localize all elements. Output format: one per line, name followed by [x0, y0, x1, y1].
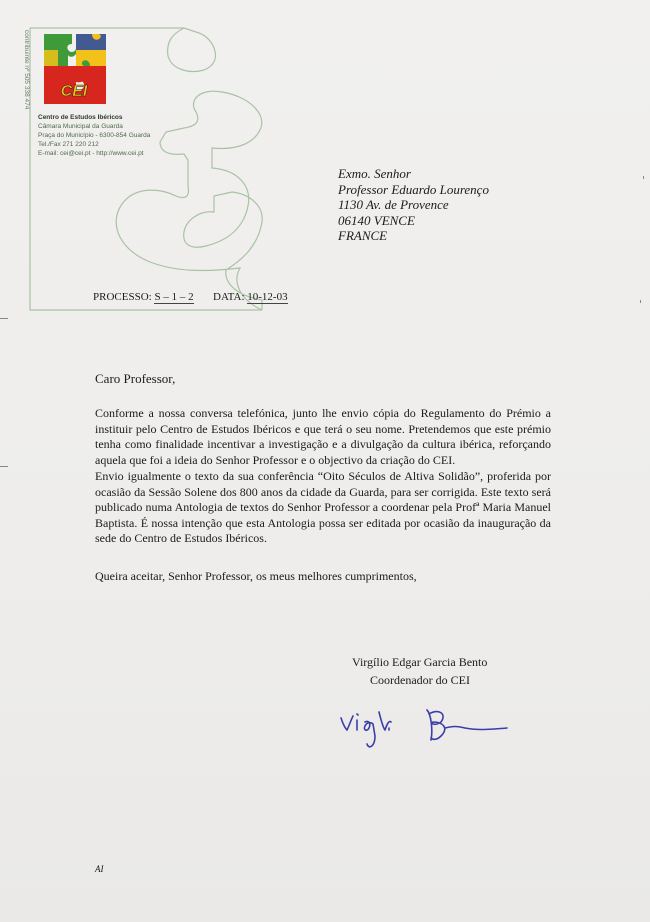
recipient-address [338, 166, 489, 244]
processo-value: S – 1 – 2 [154, 291, 194, 303]
cei-puzzle-logo [40, 30, 110, 108]
letterhead-address [38, 113, 150, 158]
salutation: Caro Professor, [95, 371, 176, 386]
tax-number-vertical-text: contribuinte nº 505 338 474 [23, 30, 30, 110]
recipient-line: Exmo. Senhor [338, 166, 411, 181]
date-label: DATA: [213, 291, 245, 303]
recipient-line: 1130 Av. de Provence [338, 197, 449, 212]
phone-line: Tel./Fax 271 220 212 [38, 141, 99, 148]
processo-reference [93, 291, 194, 303]
org-name: Centro de Estudos Ibéricos [38, 114, 123, 121]
body-paragraph-2: Envio igualmente o texto da sua conferência “Oito Séculos de Altiva Solidão”, proferida por ocasião da Sessão Solene dos 800 anos da cidade da Guarda, para ser corrigida. Este texto será publicado numa Antologia de textos do Senhor Professor a coordenar pela Profª Maria Manuel Baptista. É nossa intenção que esta Antologia possa ser editada por ocasião da inauguração da sede do Centro de Estudos Ibéricos. [95, 469, 551, 545]
closing-line: Queira aceitar, Senhor Professor, os meus melhores cumprimentos, [95, 569, 417, 583]
typist-initials: AI [95, 864, 104, 874]
recipient-line: Professor Eduardo Lourenço [338, 181, 489, 197]
address-line: Praça do Município - 6300-854 Guarda [38, 132, 151, 139]
processo-label: PROCESSO: [93, 291, 152, 303]
page-speck [643, 176, 644, 179]
email-line: E-mail: cei@cei.pt - http://www.cei.pt [38, 150, 144, 157]
signatory-role: Coordenador do CEI [370, 673, 470, 687]
recipient-line: FRANCE [338, 228, 388, 243]
date-reference [213, 291, 288, 303]
fold-mark [0, 466, 8, 467]
recipient-line: 06140 VENCE [338, 212, 415, 228]
signatory-name: Virgílio Edgar Garcia Bento [352, 655, 488, 669]
svg-text:CEI: CEI [60, 83, 88, 100]
body-paragraph-1: Conforme a nossa conversa telefónica, junto lhe envio cópia do Regulamento do Prémio a instituir pelo Centro de Estudos Ibéricos e que terá o seu nome. Pretendemos que este prémio tenha como finalidade incentivar a investigação e a divulgação da cultura ibérica, reforçando aquela que foi a ideia do Senhor Professor e o objectivo da criação do CEI. [95, 406, 551, 467]
handwritten-signature [335, 700, 515, 760]
address-line: Câmara Municipal da Guarda [38, 123, 123, 130]
page-speck [640, 300, 641, 303]
date-value: 10-12-03 [247, 291, 288, 303]
fold-mark [0, 318, 8, 319]
